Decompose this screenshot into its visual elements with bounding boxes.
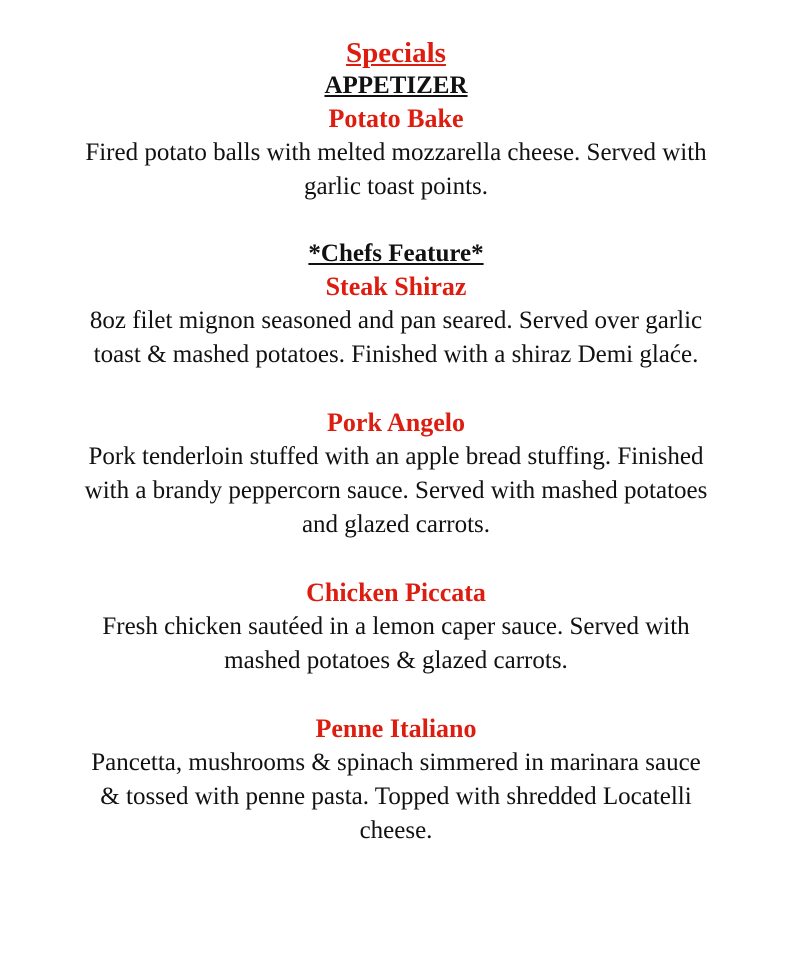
item-name-penne-italiano: Penne Italiano [315, 714, 477, 743]
description-line: Fired potato balls with melted mozzarella cheese. Served with [85, 139, 707, 166]
description-line: garlic toast points. [304, 173, 488, 200]
spacer [0, 204, 792, 238]
item-description-pork-angelo [31, 440, 761, 542]
item-description-penne-italiano [31, 746, 761, 848]
menu-title: Specials [346, 37, 446, 69]
description-line: with a brandy peppercorn sauce. Served with mashed potatoes [84, 477, 708, 504]
item-name-chicken-piccata: Chicken Piccata [306, 578, 486, 607]
description-line: and glazed carrots. [301, 511, 491, 538]
item-name-potato-bake: Potato Bake [328, 104, 464, 133]
description-line: 8oz filet mignon seasoned and pan seared. Served over garlic [89, 307, 703, 334]
description-line: Fresh chicken sautéed in a lemon caper sauce. Served with [102, 613, 690, 640]
description-line: & tossed with penne pasta. Topped with shredded Locatelli [100, 783, 692, 810]
spacer [0, 372, 792, 406]
item-name-steak-shiraz: Steak Shiraz [325, 272, 467, 301]
description-line: Pork tenderloin stuffed with an apple bread stuffing. Finished [88, 443, 704, 470]
item-description-chicken-piccata [31, 610, 761, 678]
item-name-pork-angelo: Pork Angelo [327, 408, 465, 437]
item-description-steak-shiraz [31, 304, 761, 372]
description-line: mashed potatoes & glazed carrots. [224, 647, 568, 674]
spacer [0, 678, 792, 712]
spacer [0, 542, 792, 576]
description-line: Pancetta, mushrooms & spinach simmered in marinara sauce [91, 749, 701, 776]
item-description-potato-bake [31, 136, 761, 204]
section-heading-appetizer: APPETIZER [324, 72, 468, 99]
section-heading-chefs-feature: *Chefs Feature* [308, 240, 484, 267]
description-line: cheese. [359, 817, 433, 844]
description-line: toast & mashed potatoes. Finished with a shiraz Demi glaće. [93, 341, 699, 368]
